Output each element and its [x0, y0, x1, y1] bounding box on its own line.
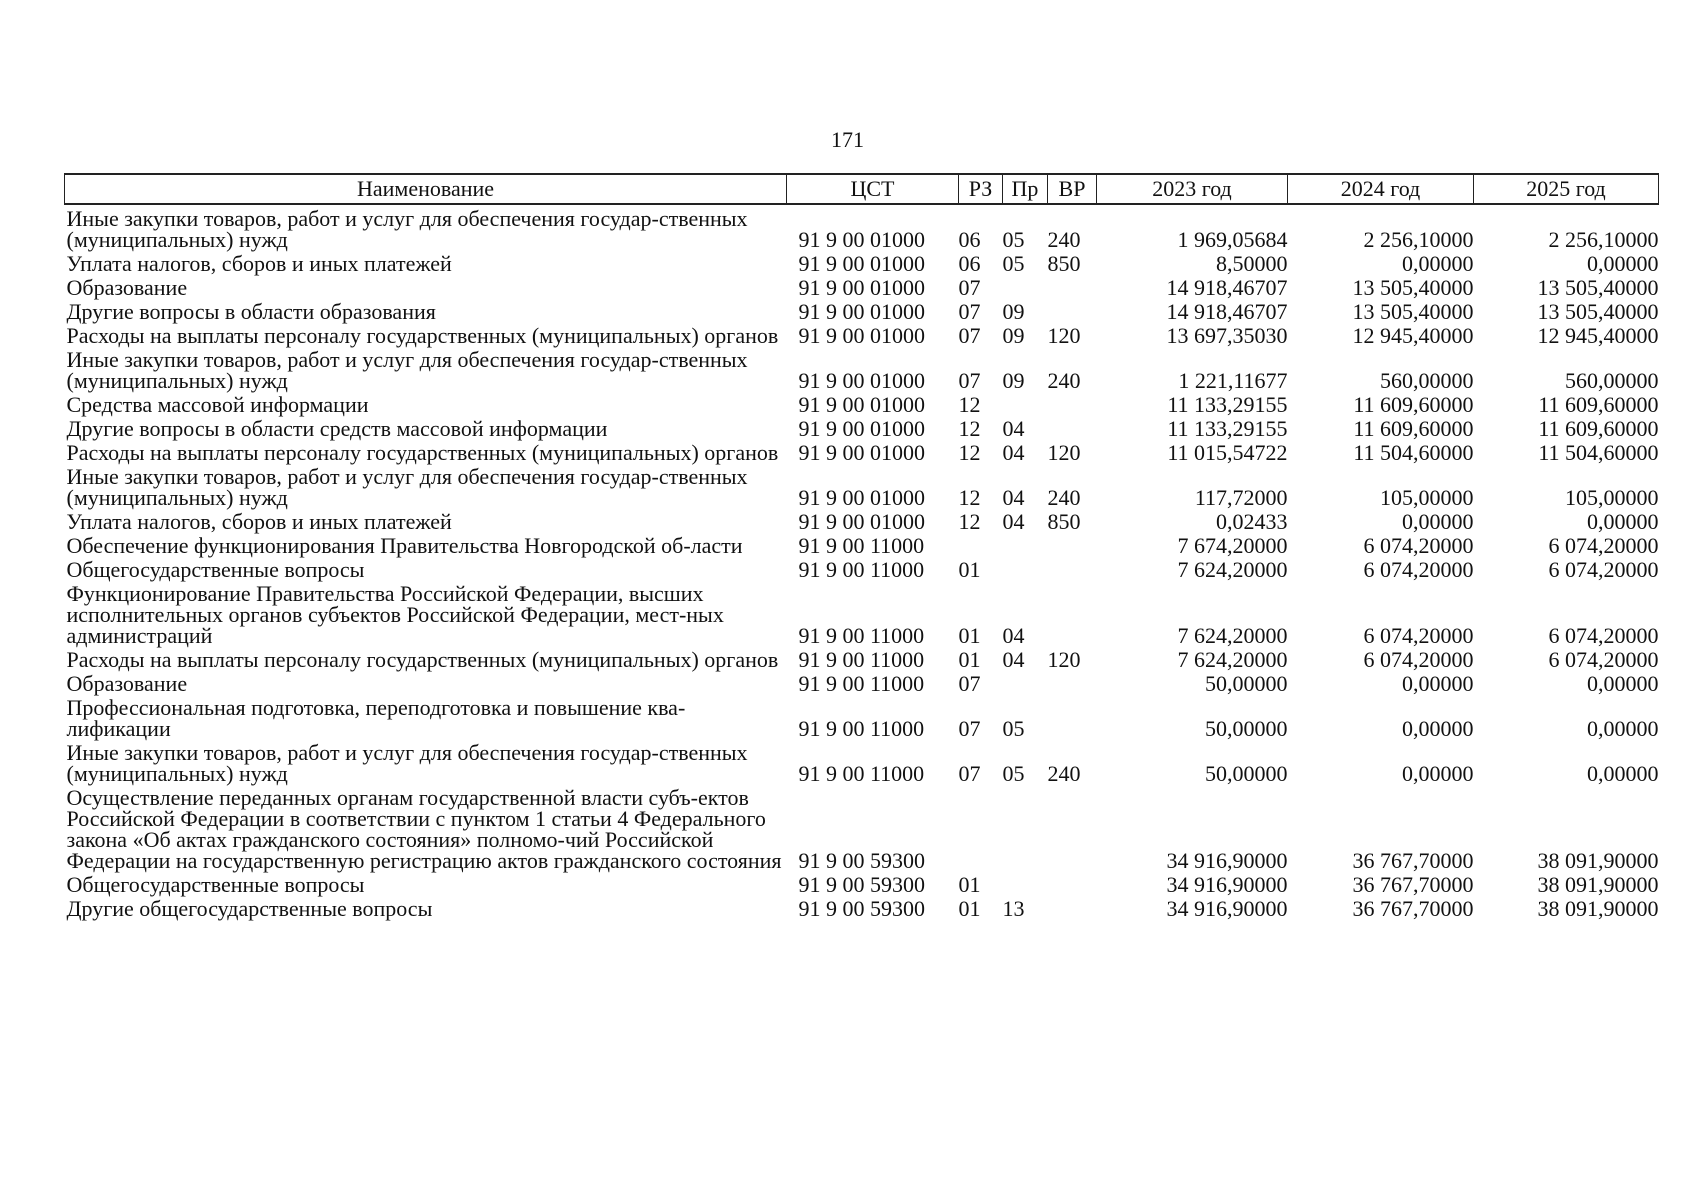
row-cst: 91 9 00 01000: [798, 227, 925, 252]
row-pr: 09: [1002, 299, 1025, 324]
row-value-2023: 14 918,46707: [1166, 275, 1288, 300]
row-vr: [1048, 274, 1097, 298]
header-2024: 2024 год: [1288, 174, 1474, 204]
row-value-2024: 2 256,10000: [1363, 227, 1474, 252]
row-cst: 91 9 00 11000: [798, 623, 925, 648]
table-body: [65, 204, 1659, 919]
row-value-2025: 2 256,10000: [1548, 227, 1659, 252]
row-rz: 06: [958, 251, 981, 276]
table-row: [65, 508, 1659, 532]
row-cst: 91 9 00 11000: [798, 761, 925, 786]
row-name: Иные закупки товаров, работ и услуг для обеспечения государ-ственных (муниципальных) нужд: [66, 740, 748, 786]
row-pr: 04: [1002, 440, 1025, 465]
row-value-2023: 11 133,29155: [1167, 416, 1288, 441]
row-value-2024: 6 074,20000: [1363, 533, 1474, 558]
row-value-2025: 11 609,60000: [1538, 392, 1659, 417]
row-value-2023: 11 015,54722: [1167, 440, 1288, 465]
row-rz: 06: [958, 227, 981, 252]
row-value-2023: 50,00000: [1205, 761, 1288, 786]
row-value-2024: 0,00000: [1402, 761, 1474, 786]
row-vr: 120: [1047, 647, 1081, 672]
row-value-2025: 0,00000: [1587, 716, 1659, 741]
row-rz: [959, 784, 1003, 871]
table-row: [65, 463, 1659, 508]
row-vr: [1048, 556, 1097, 580]
header-rz: РЗ: [959, 174, 1003, 204]
table-row: [65, 346, 1659, 391]
row-cst: 91 9 00 01000: [798, 275, 925, 300]
row-value-2023: 0,02433: [1216, 509, 1288, 534]
row-pr: [1003, 391, 1048, 415]
row-value-2024: 560,00000: [1380, 368, 1474, 393]
table-row: [65, 646, 1659, 670]
row-value-2025: 11 504,60000: [1538, 440, 1659, 465]
row-value-2023: 13 697,35030: [1166, 323, 1288, 348]
table-row: [65, 532, 1659, 556]
row-rz: 07: [958, 761, 981, 786]
row-value-2025: 560,00000: [1565, 368, 1659, 393]
row-pr: 13: [1002, 896, 1025, 921]
table-row: [65, 670, 1659, 694]
row-name: Иные закупки товаров, работ и услуг для обеспечения государ-ственных (муниципальных) нужд: [66, 347, 748, 393]
budget-table: [64, 173, 1659, 919]
row-pr: 05: [1002, 716, 1025, 741]
row-rz: 12: [958, 416, 981, 441]
row-rz: 07: [958, 368, 981, 393]
row-pr: 04: [1002, 647, 1025, 672]
row-value-2023: 50,00000: [1205, 716, 1288, 741]
row-pr: 05: [1002, 227, 1025, 252]
row-vr: 240: [1047, 227, 1081, 252]
row-value-2023: 1 221,11677: [1178, 368, 1288, 393]
row-name: Другие вопросы в области образования: [66, 299, 436, 324]
row-pr: [1003, 532, 1048, 556]
row-value-2025: 38 091,90000: [1537, 872, 1659, 897]
row-value-2023: 7 624,20000: [1177, 557, 1288, 582]
row-value-2024: 0,00000: [1402, 251, 1474, 276]
row-value-2024: 11 609,60000: [1353, 392, 1474, 417]
row-value-2023: 34 916,90000: [1166, 896, 1288, 921]
row-value-2024: 12 945,40000: [1352, 323, 1474, 348]
row-pr: 04: [1002, 416, 1025, 441]
row-vr: [1048, 694, 1097, 739]
row-value-2023: 8,50000: [1216, 251, 1288, 276]
table-row: [65, 556, 1659, 580]
row-name: Уплата налогов, сборов и иных платежей: [66, 509, 452, 534]
row-value-2025: 6 074,20000: [1548, 557, 1659, 582]
row-value-2025: 6 074,20000: [1548, 647, 1659, 672]
row-vr: [1048, 670, 1097, 694]
row-cst: 91 9 00 01000: [798, 299, 925, 324]
header-2025: 2025 год: [1474, 174, 1659, 204]
row-name: Образование: [66, 275, 188, 300]
row-vr: [1048, 580, 1097, 646]
row-rz: 12: [958, 392, 981, 417]
row-pr: [1003, 274, 1048, 298]
row-value-2024: 13 505,40000: [1352, 275, 1474, 300]
row-pr: 09: [1002, 368, 1025, 393]
table-row: [65, 391, 1659, 415]
row-pr: 09: [1002, 323, 1025, 348]
row-cst: 91 9 00 59300: [798, 848, 925, 873]
row-rz: 01: [958, 872, 981, 897]
table-row: [65, 784, 1659, 871]
row-rz: [959, 532, 1003, 556]
row-vr: [1048, 415, 1097, 439]
row-vr: [1048, 532, 1097, 556]
table-row: [65, 871, 1659, 895]
row-value-2023: 11 133,29155: [1167, 392, 1288, 417]
row-name: Профессиональная подготовка, переподготовка и повышение ква-лификации: [66, 695, 686, 741]
row-name: Иные закупки товаров, работ и услуг для обеспечения государ-ственных (муниципальных) нужд: [66, 206, 748, 252]
row-vr: 850: [1047, 251, 1081, 276]
row-name: Расходы на выплаты персоналу государственных (муниципальных) органов: [66, 647, 779, 672]
row-pr: 04: [1002, 509, 1025, 534]
row-cst: 91 9 00 11000: [798, 557, 925, 582]
row-value-2024: 36 767,70000: [1352, 896, 1474, 921]
row-value-2023: 117,72000: [1194, 485, 1288, 510]
table-header-row: [65, 174, 1659, 204]
row-name: Общегосударственные вопросы: [66, 872, 365, 897]
header-cst: ЦСТ: [787, 174, 959, 204]
row-cst: 91 9 00 01000: [798, 509, 925, 534]
row-cst: 91 9 00 11000: [798, 647, 925, 672]
row-vr: [1048, 871, 1097, 895]
row-name: Осуществление переданных органам государственной власти субъ-ектов Российской Федерации в соответствии с пунктом 1 статьи 4 Федерального закона «Об актах гражданского состояния» полномо-чий Российской Федерации на государственную регистрацию актов гражданского состояния: [66, 785, 782, 873]
row-value-2023: 14 918,46707: [1166, 299, 1288, 324]
row-value-2025: 0,00000: [1587, 671, 1659, 696]
row-name: Образование: [66, 671, 188, 696]
row-value-2023: 7 624,20000: [1177, 623, 1288, 648]
table-row: [65, 204, 1659, 250]
row-rz: 07: [958, 299, 981, 324]
row-name: Общегосударственные вопросы: [66, 557, 365, 582]
row-vr: [1048, 298, 1097, 322]
row-vr: [1048, 784, 1097, 871]
header-pr: Пр: [1003, 174, 1048, 204]
row-pr: 04: [1002, 623, 1025, 648]
row-value-2025: 13 505,40000: [1537, 299, 1659, 324]
row-rz: 07: [958, 323, 981, 348]
header-name: Наименование: [65, 174, 787, 204]
row-pr: 05: [1002, 251, 1025, 276]
table-row: [65, 739, 1659, 784]
row-cst: 91 9 00 11000: [798, 533, 925, 558]
row-value-2024: 11 609,60000: [1353, 416, 1474, 441]
row-cst: 91 9 00 01000: [798, 392, 925, 417]
row-value-2025: 38 091,90000: [1537, 896, 1659, 921]
row-rz: 12: [958, 485, 981, 510]
table-row: [65, 298, 1659, 322]
row-name: Иные закупки товаров, работ и услуг для обеспечения государ-ственных (муниципальных) нужд: [66, 464, 748, 510]
row-name: Функционирование Правительства Российской Федерации, высших исполнительных органов субъектов Российской Федерации, мест-ных администраций: [66, 581, 724, 648]
row-vr: 240: [1047, 485, 1081, 510]
row-value-2025: 6 074,20000: [1548, 533, 1659, 558]
row-value-2024: 36 767,70000: [1352, 872, 1474, 897]
row-pr: [1003, 871, 1048, 895]
row-name: Другие общегосударственные вопросы: [66, 896, 433, 921]
row-value-2023: 50,00000: [1205, 671, 1288, 696]
row-value-2025: 0,00000: [1587, 509, 1659, 534]
row-value-2025: 11 609,60000: [1538, 416, 1659, 441]
row-vr: 240: [1047, 761, 1081, 786]
row-value-2024: 105,00000: [1380, 485, 1474, 510]
row-value-2025: 12 945,40000: [1537, 323, 1659, 348]
table-row: [65, 580, 1659, 646]
row-rz: 12: [958, 509, 981, 534]
row-value-2024: 6 074,20000: [1363, 557, 1474, 582]
row-rz: 01: [958, 557, 981, 582]
row-cst: 91 9 00 11000: [798, 671, 925, 696]
row-value-2025: 38 091,90000: [1537, 848, 1659, 873]
row-name: Расходы на выплаты персоналу государственных (муниципальных) органов: [66, 323, 779, 348]
row-value-2025: 105,00000: [1565, 485, 1659, 510]
header-2023: 2023 год: [1097, 174, 1288, 204]
row-rz: 07: [958, 275, 981, 300]
row-value-2023: 1 969,05684: [1177, 227, 1288, 252]
row-pr: [1003, 670, 1048, 694]
table-row: [65, 250, 1659, 274]
row-pr: [1003, 784, 1048, 871]
row-cst: 91 9 00 01000: [798, 251, 925, 276]
row-value-2024: 6 074,20000: [1363, 623, 1474, 648]
row-value-2024: 6 074,20000: [1363, 647, 1474, 672]
row-value-2024: 11 504,60000: [1353, 440, 1474, 465]
row-name: Расходы на выплаты персоналу государственных (муниципальных) органов: [66, 440, 779, 465]
row-value-2023: 34 916,90000: [1166, 872, 1288, 897]
row-rz: 01: [958, 623, 981, 648]
row-rz: 07: [958, 671, 981, 696]
page-number: 171: [831, 127, 864, 152]
row-value-2024: 0,00000: [1402, 716, 1474, 741]
table-row: [65, 895, 1659, 919]
row-value-2025: 0,00000: [1587, 251, 1659, 276]
row-rz: 12: [958, 440, 981, 465]
row-cst: 91 9 00 01000: [798, 485, 925, 510]
row-value-2023: 34 916,90000: [1166, 848, 1288, 873]
row-vr: [1048, 895, 1097, 919]
row-vr: 120: [1047, 440, 1081, 465]
row-vr: 120: [1047, 323, 1081, 348]
row-value-2024: 0,00000: [1402, 671, 1474, 696]
row-vr: [1048, 391, 1097, 415]
row-rz: 01: [958, 647, 981, 672]
row-name: Средства массовой информации: [66, 392, 369, 417]
row-vr: 850: [1047, 509, 1081, 534]
row-cst: 91 9 00 59300: [798, 896, 925, 921]
row-vr: 240: [1047, 368, 1081, 393]
table-row: [65, 694, 1659, 739]
row-pr: 05: [1002, 761, 1025, 786]
row-name: Другие вопросы в области средств массовой информации: [66, 416, 608, 441]
row-cst: 91 9 00 01000: [798, 323, 925, 348]
row-value-2023: 7 624,20000: [1177, 647, 1288, 672]
row-value-2025: 13 505,40000: [1537, 275, 1659, 300]
row-value-2025: 0,00000: [1587, 761, 1659, 786]
row-pr: [1003, 556, 1048, 580]
row-name: Обеспечение функционирования Правительства Новгородской об-ласти: [66, 533, 743, 558]
row-cst: 91 9 00 01000: [798, 440, 925, 465]
row-value-2023: 7 674,20000: [1177, 533, 1288, 558]
table-row: [65, 415, 1659, 439]
table-row: [65, 274, 1659, 298]
row-value-2024: 36 767,70000: [1352, 848, 1474, 873]
header-vr: ВР: [1048, 174, 1097, 204]
row-pr: 04: [1002, 485, 1025, 510]
row-value-2024: 13 505,40000: [1352, 299, 1474, 324]
row-value-2024: 0,00000: [1402, 509, 1474, 534]
row-rz: 01: [958, 896, 981, 921]
row-cst: 91 9 00 59300: [798, 872, 925, 897]
row-cst: 91 9 00 01000: [798, 416, 925, 441]
table-row: [65, 322, 1659, 346]
table-row: [65, 439, 1659, 463]
row-cst: 91 9 00 11000: [798, 716, 925, 741]
row-cst: 91 9 00 01000: [798, 368, 925, 393]
row-value-2025: 6 074,20000: [1548, 623, 1659, 648]
row-rz: 07: [958, 716, 981, 741]
row-name: Уплата налогов, сборов и иных платежей: [66, 251, 452, 276]
